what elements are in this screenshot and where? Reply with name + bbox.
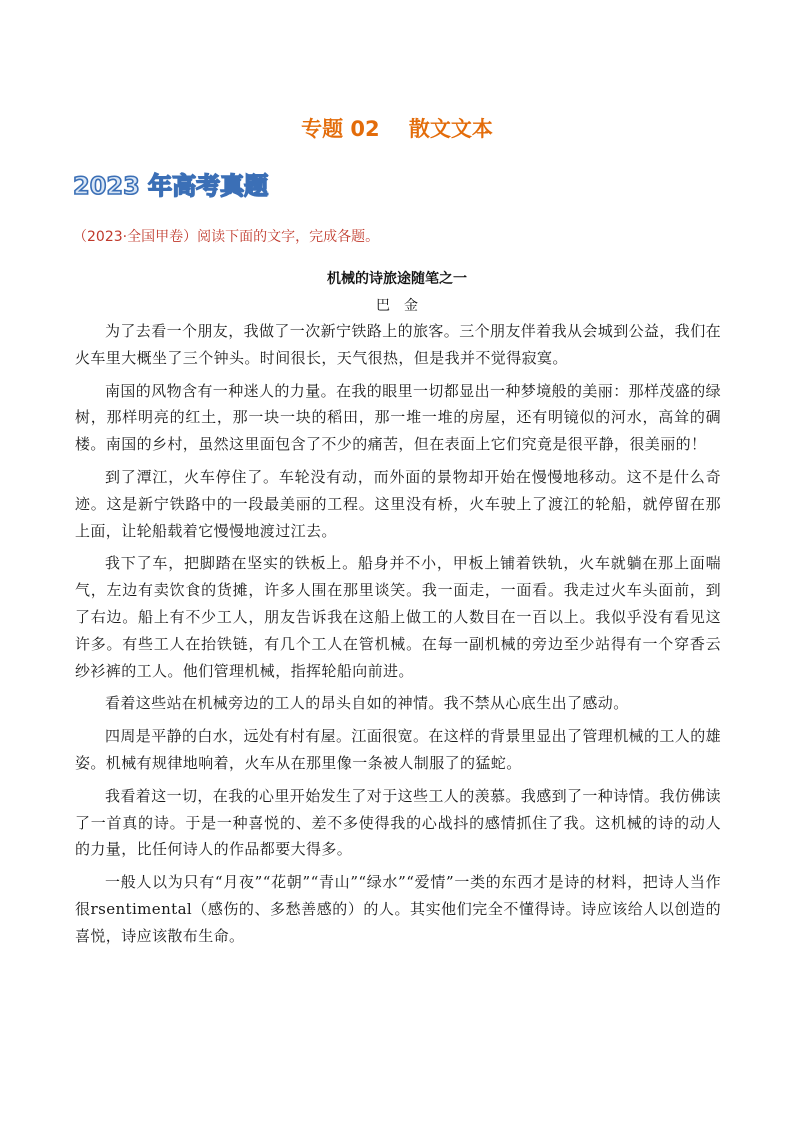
article-body (75, 318, 721, 950)
paragraph: 我下了车，把脚踏在坚实的铁板上。船身并不小，甲板上铺着铁轨，火车就躺在那上面喘气，左边有卖饮食的货摊，许多人围在那里谈笑。我一面走，一面看。我走过火车头面前，到了右边。船上有不少工人，朋友告诉我在这船上做工的人数目在一百以上。我似乎没有看见这许多。有些工人在抬铁链，有几个工人在管机械。在每一副机械的旁边至少站得有一个穿香云纱衫裤的工人。他们管理机械，指挥轮船向前进。 (75, 554, 721, 680)
paragraph: 我看着这一切，在我的心里开始发生了对于这些工人的羡慕。我感到了一种诗情。我仿佛读了一首真的诗。于是一种喜悦的、差不多使得我的心战抖的感情抓住了我。这机械的诗的动人的力量，比任何诗人的作品都要大得多。 (75, 786, 722, 859)
article-title: 机械的诗旅途随笔之一 (327, 271, 467, 287)
source-close-paren: ） (183, 229, 198, 245)
question-source-line (73, 226, 379, 246)
source-open-paren: （ (73, 229, 87, 245)
paragraph: 南国的风物含有一种迷人的力量。在我的眼里一切都显出一种梦境般的美丽：那样茂盛的绿树，那样明亮的红土，那一块一块的稻田，那一堆一堆的房屋，还有明镜似的河水，高耸的碉楼。南国的乡村，虽然这里面包含了不少的痛苦，但在表面上它们究竟是很平静，很美丽的！ (75, 381, 722, 454)
paragraph: 为了去看一个朋友，我做了一次新宁铁路上的旅客。三个朋友伴着我从会城到公益，我们在火车里大概坐了三个钟头。时间很长，天气很热，但是我并不觉得寂寞。 (75, 322, 722, 367)
paragraph: 到了潭江，火车停住了。车轮没有动，而外面的景物却开始在慢慢地移动。这不是什么奇迹。这是新宁铁路中的一段最美丽的工程。这里没有桥，火车驶上了渡江的轮船，就停留在那上面，让轮船载着它慢慢地渡过江去。 (75, 467, 721, 540)
paragraph: 看着这些站在机械旁边的工人的昂头自如的神情。我不禁从心底生出了感动。 (105, 694, 629, 713)
reading-instruction: 阅读下面的文字，完成各题。 (197, 229, 380, 245)
section-heading: 2023 年高考真题 (73, 172, 269, 200)
paragraph: 一般人以为只有“月夜”“花朝”“青山”“绿水”“爱情”一类的东西才是诗的材料，把诗人当作很rsentimental（感伤的、多愁善感的）的人。其实他们完全不懂得诗。诗应该给人以创造的喜悦，诗应该散布生命。 (75, 873, 721, 945)
article-author: 巴金 (376, 298, 432, 314)
paragraph: 四周是平静的白水，远处有村有屋。江面很宽。在这样的背景里显出了管理机械的工人的雄姿。机械有规律地响着，火车从在那里像一条被人制服了的猛蛇。 (75, 727, 722, 772)
document-title: 专题 02 散文文本 (301, 117, 493, 141)
source-tag: 2023·全国甲卷 (87, 229, 184, 245)
